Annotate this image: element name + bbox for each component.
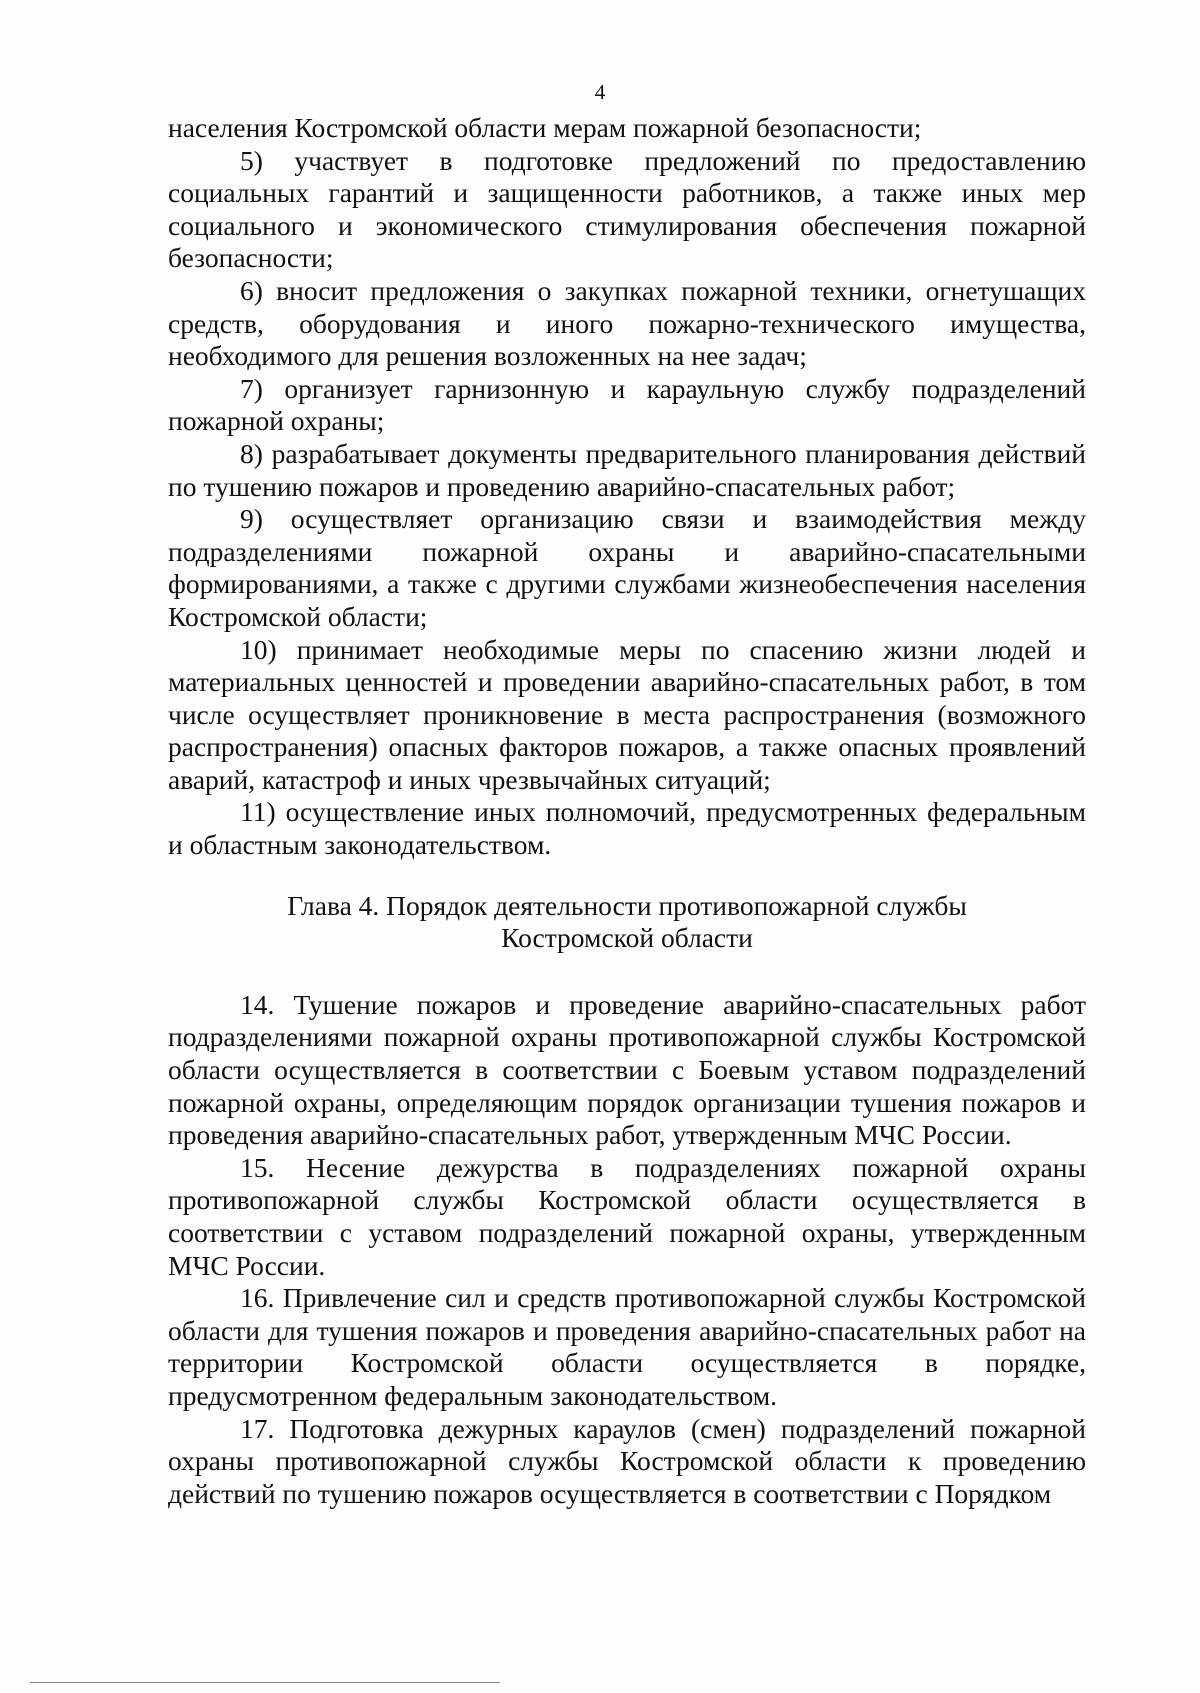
paragraph-item-9: 9) осуществляет организацию связи и взаимодействия между подразделениями пожарной охраны и аварийно-спасательными формированиями, а также с другими службами жизнеобеспечения населения Костромской области; — [168, 503, 1086, 632]
paragraph-continuation: населения Костромской области мерам пожарной безопасности; — [168, 112, 922, 143]
paragraph-14: 14. Тушение пожаров и проведение аварийно-спасательных работ подразделениями пожарной охраны противопожарной службы Костромской области осуществляется в соответствии с Боевым уставом подразделений пожарной охраны, определяющим порядок организации тушения пожаров и проведения аварийно-спасательных работ, утвержденным МЧС России. — [168, 988, 1086, 1151]
chapter-heading-line2: Костромской области — [501, 922, 753, 954]
chapter-heading — [168, 890, 1086, 955]
paragraph-16: 16. Привлечение сил и средств противопожарной службы Костромской области для тушения пожаров и проведения аварийно-спасательных работ на территории Костромской области осуществляется в порядке, предусмотренном федеральным законодательством. — [168, 1282, 1086, 1411]
paragraph-item-6: 6) вносит предложения о закупках пожарной техники, огнетушащих средств, оборудования и иного пожарно-технического имущества, необходимого для решения возложенных на нее задач; — [168, 274, 1086, 372]
paragraph-item-11: 11) осуществление иных полномочий, предусмотренных федеральным и областным законодательством. — [168, 796, 1086, 861]
page-number: 4 — [594, 80, 606, 104]
document-body — [168, 112, 1086, 1510]
paragraph-item-5: 5) участвует в подготовке предложений по предоставлению социальных гарантий и защищенности работников, а также иных мер социального и экономического стимулирования обеспечения пожарной безопасности; — [168, 144, 1086, 274]
chapter-heading-line1: Глава 4. Порядок деятельности противопожарной службы — [287, 889, 967, 921]
paragraph-item-7: 7) организует гарнизонную и караульную службу подразделений пожарной охраны; — [168, 372, 1086, 437]
footer-rule — [30, 1682, 500, 1683]
paragraph-17: 17. Подготовка дежурных караулов (смен) подразделений пожарной охраны противопожарной службы Костромской области к проведению действий по тушению пожаров осуществляется в соответствии с Порядком — [168, 1412, 1086, 1509]
paragraph-15: 15. Несение дежурства в подразделениях пожарной охраны противопожарной службы Костромской области осуществляется в соответствии с уставом подразделений пожарной охраны, утвержденным МЧС России. — [168, 1151, 1086, 1281]
paragraph-item-8: 8) разрабатывает документы предварительного планирования действий по тушению пожаров и проведению аварийно-спасательных работ; — [168, 437, 1086, 502]
paragraph-item-10: 10) принимает необходимые меры по спасению жизни людей и материальных ценностей и проведении аварийно-спасательных работ, в том числе осуществляет проникновение в места распространения (возможного распространения) опасных факторов пожаров, а также опасных проявлений аварий, катастроф и иных чрезвычайных ситуаций; — [168, 633, 1086, 795]
